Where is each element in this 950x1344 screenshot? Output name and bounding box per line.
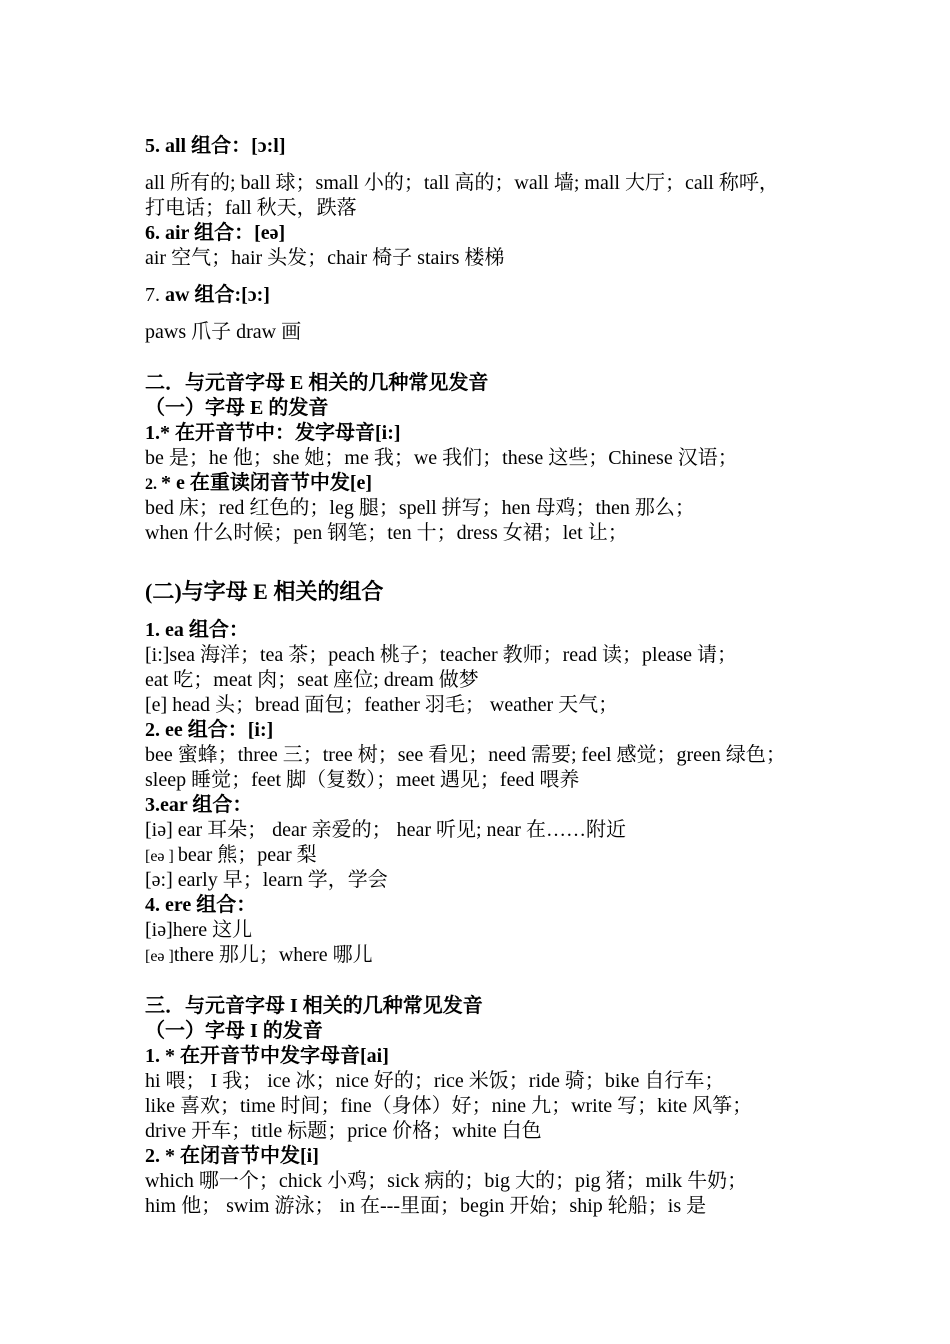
e-closed-heading-number: 2. bbox=[145, 476, 161, 493]
ere-words-line-2-text: there 那儿；where 哪儿 bbox=[173, 944, 373, 966]
all-words-line-1: all 所有的; ball 球；small 小的；tall 高的；wall 墙; mall 大厅；call 称呼， bbox=[145, 172, 779, 194]
i-closed-syllable-words-1: which 哪一个；chick 小鸡；sick 病的；big 大的；pig 猪；milk 牛奶； bbox=[145, 1170, 748, 1192]
e-closed-syllable-heading bbox=[145, 471, 825, 496]
ee-words-line-2: sleep 睡觉；feet 脚（复数）；meet 遇见；feed 喂养 bbox=[145, 769, 580, 791]
section-2-title: 二．与元音字母 E 相关的几种常见发音 bbox=[145, 372, 489, 394]
i-open-syllable-words-2: like 喜欢；time 时间；fine（身体）好；nine 九；write 写；kite 风筝； bbox=[145, 1095, 753, 1117]
heading-all-combination: 5. all 组合：[ɔ:l] bbox=[145, 135, 286, 157]
ee-words-line-1: bee 蜜蜂；three 三；tree 树；see 看见；need 需要; feel 感觉；green 绿色； bbox=[145, 744, 786, 766]
ea-words-line-1: [i:]sea 海洋；tea 茶；peach 桃子；teacher 教师；read 读；please 请； bbox=[145, 644, 738, 666]
e-closed-syllable-words-1: bed 床；red 红色的；leg 腿；spell 拼写；hen 母鸡；then 那么； bbox=[145, 497, 695, 519]
ear-words-line-1: [iə] ear 耳朵； dear 亲爱的； hear 听见; near 在……附近 bbox=[145, 819, 626, 841]
ea-words-line-3: [e] head 头；bread 面包；feather 羽毛； weather 天气； bbox=[145, 694, 619, 716]
ere-words-line-2 bbox=[145, 943, 825, 968]
ear-words-line-3: [ə:] early 早；learn 学，学会 bbox=[145, 869, 388, 891]
ear-phonetic-symbol: [eə ] bbox=[145, 848, 178, 865]
air-words-line: air 空气；hair 头发；chair 椅子 stairs 楼梯 bbox=[145, 247, 505, 269]
section-3-subtitle-1: （一）字母 I 的发音 bbox=[145, 1020, 323, 1042]
ear-heading: 3.ear 组合： bbox=[145, 794, 253, 816]
e-closed-syllable-words-2: when 什么时候；pen 钢笔；ten 十；dress 女裙；let 让； bbox=[145, 522, 628, 544]
e-open-syllable-words: be 是；he 他；she 她；me 我；we 我们；these 这些；Chinese 汉语； bbox=[145, 447, 738, 469]
i-open-syllable-words-1: hi 喂； I 我； ice 冰；nice 好的；rice 米饭；ride 骑；bike 自行车； bbox=[145, 1070, 725, 1092]
i-closed-syllable-heading: 2. * 在闭音节中发[i] bbox=[145, 1145, 319, 1167]
i-open-syllable-words-3: drive 开车；title 标题；price 价格；white 白色 bbox=[145, 1120, 542, 1142]
e-open-syllable-heading: 1.* 在开音节中：发字母音[i:] bbox=[145, 422, 401, 444]
all-words-line-2: 打电话；fall 秋天，跌落 bbox=[145, 197, 357, 219]
ere-words-line-1: [iə]here 这儿 bbox=[145, 919, 253, 941]
i-closed-syllable-words-2: him 他； swim 游泳； in 在---里面；begin 开始；ship 轮船；is 是 bbox=[145, 1195, 707, 1217]
e-closed-heading-text: * e 在重读闭音节中发[e] bbox=[161, 472, 373, 494]
ere-heading: 4. ere 组合： bbox=[145, 894, 257, 916]
ear-words-line-2 bbox=[145, 843, 825, 868]
ea-heading: 1. ea 组合： bbox=[145, 619, 249, 641]
section-2-subtitle-1: （一）字母 E 的发音 bbox=[145, 397, 329, 419]
heading-aw-combination bbox=[145, 283, 825, 308]
heading-aw-number: 7. bbox=[145, 284, 165, 306]
i-open-syllable-heading: 1. * 在开音节中发字母音[ai] bbox=[145, 1045, 389, 1067]
ere-phonetic-symbol: [eə ] bbox=[145, 948, 174, 965]
heading-aw-text: aw 组合:[ɔ:] bbox=[165, 284, 270, 306]
aw-words-line: paws 爪子 draw 画 bbox=[145, 321, 302, 343]
section-2-subtitle-2: (二)与字母 E 相关的组合 bbox=[145, 579, 384, 604]
document-page bbox=[145, 134, 825, 1219]
section-3-title: 三．与元音字母 I 相关的几种常见发音 bbox=[145, 995, 483, 1017]
ear-words-line-2-text: bear 熊；pear 梨 bbox=[177, 844, 317, 866]
ee-heading: 2. ee 组合：[i:] bbox=[145, 719, 274, 741]
heading-air-combination: 6. air 组合：[eə] bbox=[145, 222, 286, 244]
ea-words-line-2: eat 吃；meat 肉；seat 座位; dream 做梦 bbox=[145, 669, 479, 691]
